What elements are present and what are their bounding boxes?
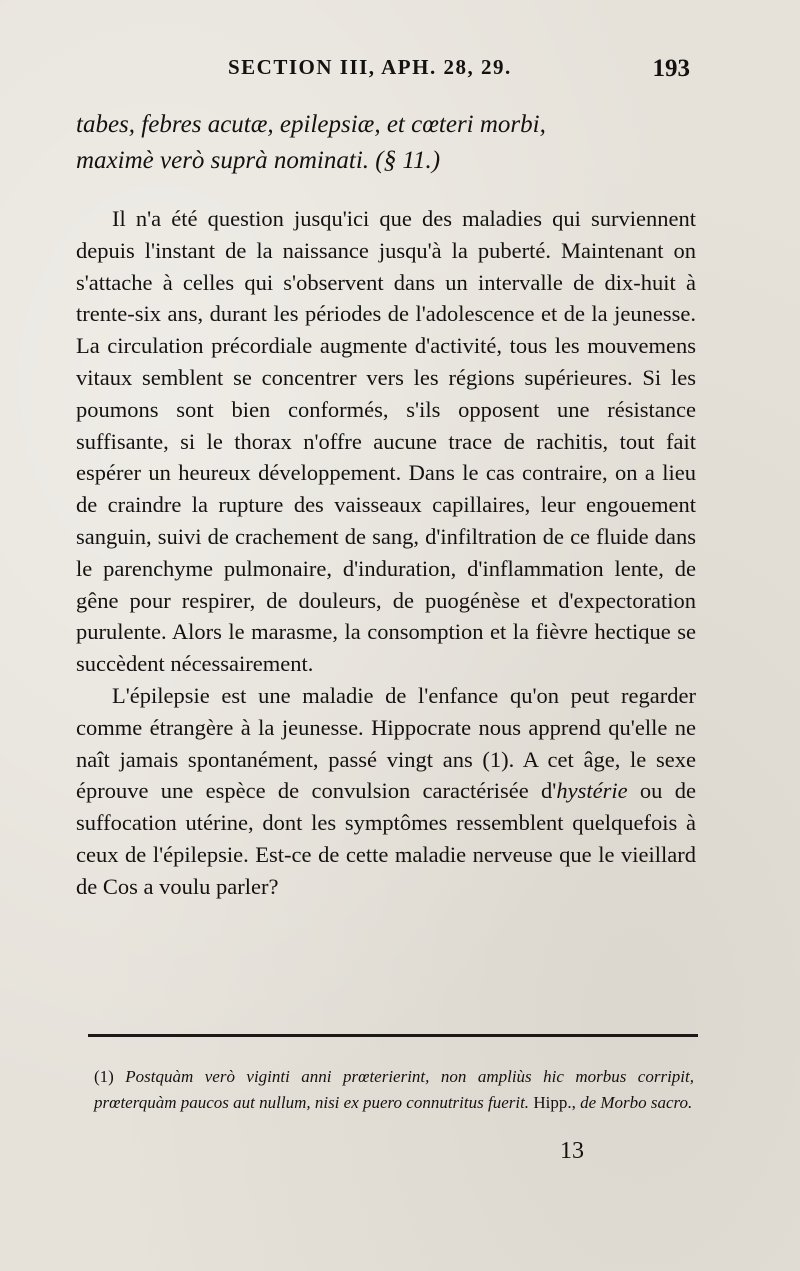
paragraph-2: [76, 680, 696, 903]
page-header: [0, 55, 800, 95]
footnote-rule: [88, 1034, 698, 1037]
paragraph-2-italic-term: hystérie: [556, 778, 628, 804]
signature-mark: 13: [560, 1138, 584, 1164]
paragraph-1: Il n'a été question jusqu'ici que des maladies qui surviennent depuis l'instant de la naissance jusqu'à la puberté. Maintenant on s'attache à celles qui s'observent dans un intervalle de dix-huit à trente-six ans, durant les périodes de l'adolescence et de la jeunesse. La circulation précordiale augmente d'activité, tous les mouvemens vitaux semblent se concentrer vers les régions supérieures. Si les poumons sont bien conformés, s'ils opposent une résistance suffisante, si le thorax n'offre aucune trace de rachitis, tout fait espérer un heureux développement. Dans le cas contraire, on a lieu de craindre la rupture des vaisseaux capillaires, leur engouement sanguin, suivi de crachement de sang, d'infiltration de ce fluide dans le parenchyme pulmonaire, d'induration, d'inflammation lente, de gêne pour respirer, de douleurs, de puogénèse et d'expectoration purulente. Alors le marasme, la consomption et la fièvre hectique se succèdent nécessairement.: [76, 206, 696, 677]
page-number: 193: [652, 55, 690, 82]
paragraph-2-text-start: L'épilepsie est une maladie de l'enfance qu'on peut regarder comme étrangère à la jeunesse. Hippocrate nous apprend qu'elle ne naît jamais spontanément, passé vingt ans (1). A cet âge, le sexe éprouve une espèce de convulsion caractérisée d': [76, 682, 696, 804]
latin-aphorism-line-2: maximè verò suprà nominati. (§ 11.): [76, 147, 441, 174]
footnote-latin-text: Postquàm verò viginti anni prœterierint, non ampliùs hic morbus corripit, prœterquàm paucos aut nullum, nisi ex puero connutritus fuerit.: [94, 1067, 695, 1112]
latin-aphorism-line-1: tabes, febres acutæ, epilepsiæ, et cœteri morbi,: [76, 111, 546, 138]
footnote-marker: (1): [94, 1067, 114, 1086]
paragraph-2-text-end: ou de suffocation utérine, dont les symptômes ressemblent quelquefois à ceux de l'épilepsie. Est-ce de cette maladie nerveuse que le vieillard de Cos a voulu parler?: [76, 778, 696, 899]
main-text: [76, 107, 696, 903]
footnote: [94, 1064, 694, 1116]
footnote-citation: Hipp.,: [533, 1093, 576, 1112]
footnote-source: de Morbo sacro.: [580, 1093, 693, 1112]
running-head: SECTION III, APH. 28, 29.: [228, 55, 512, 79]
